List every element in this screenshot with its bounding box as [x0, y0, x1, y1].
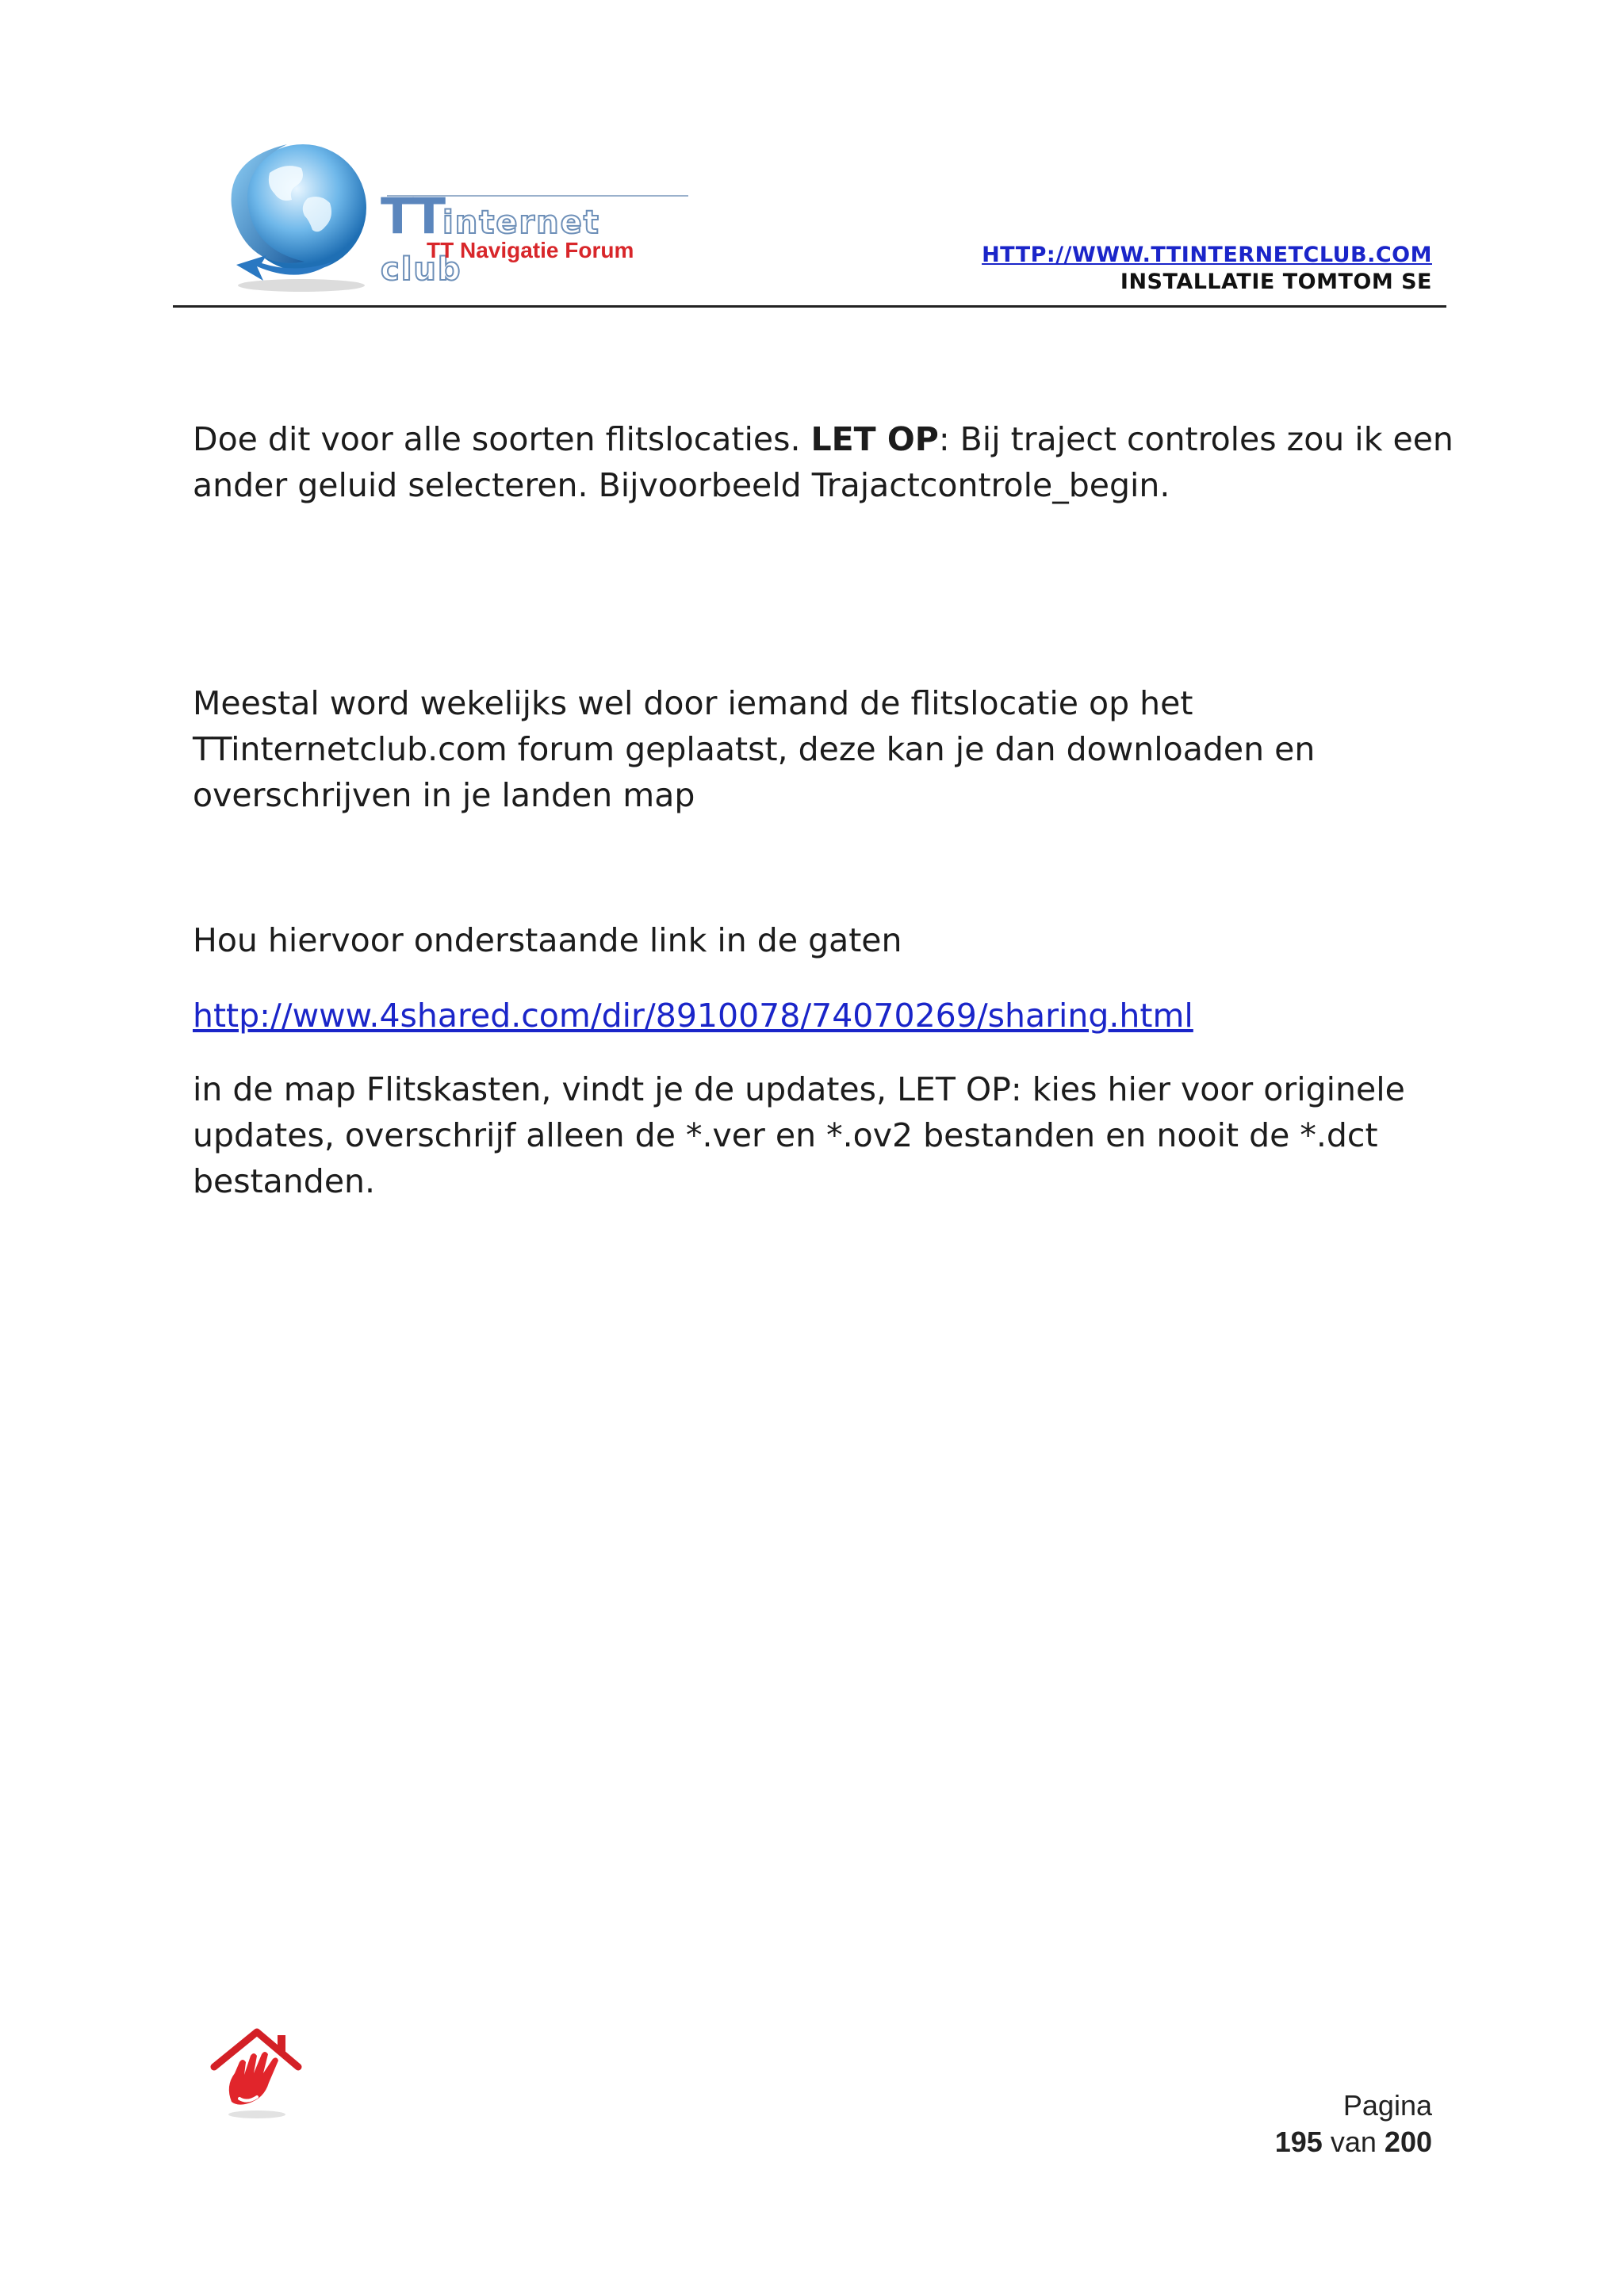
paragraph-flitslocaties	[193, 416, 1461, 508]
globe-arrow-icon	[214, 135, 381, 293]
house-hand-icon	[208, 2026, 303, 2121]
paragraph-link-intro: Hou hiervoor onderstaande link in de gaten	[193, 921, 902, 959]
brand-tt: TT	[381, 187, 443, 245]
page-total: 200	[1384, 2126, 1432, 2158]
p1-text-b: : Bij traject controles zou ik een ander geluid selecteren. Bijvoorbeeld Trajactcontrole_begin.	[193, 420, 1454, 504]
page-of: van	[1330, 2126, 1377, 2158]
brand-rest: internet club	[381, 205, 600, 288]
page-current: 195	[1274, 2126, 1323, 2158]
header-doc-title: INSTALLATIE TOMTOM SE	[1120, 270, 1432, 294]
page-count	[1275, 2124, 1432, 2160]
paragraph-wekelijks: Meestal word wekelijks wel door iemand de flitslocatie op het TTinternetclub.com forum geplaatst, deze kan je dan downloaden en overschrijven in je landen map	[193, 684, 1316, 814]
paragraph-flitskasten: in de map Flitskasten, vindt je de updates, LET OP: kies hier voor originele updates, overschrijf alleen de *.ver en *.ov2 bestanden en nooit de *.dct bestanden.	[193, 1070, 1405, 1200]
p1-bold-let-op: LET OP	[810, 420, 939, 458]
site-logo[interactable]	[214, 135, 690, 293]
page-number	[1275, 2087, 1432, 2160]
sharing-link[interactable]: http://www.4shared.com/dir/8910078/74070269/sharing.html	[193, 997, 1193, 1035]
header-url-link[interactable]: HTTP://WWW.TTINTERNETCLUB.COM	[982, 243, 1432, 267]
paragraph-link	[193, 993, 1461, 1039]
page-label: Pagina	[1342, 2089, 1432, 2122]
header-divider	[173, 305, 1446, 308]
p1-text-a: Doe dit voor alle soorten flitslocaties.	[193, 420, 811, 458]
brand-subtitle: TT Navigatie Forum	[427, 238, 634, 262]
